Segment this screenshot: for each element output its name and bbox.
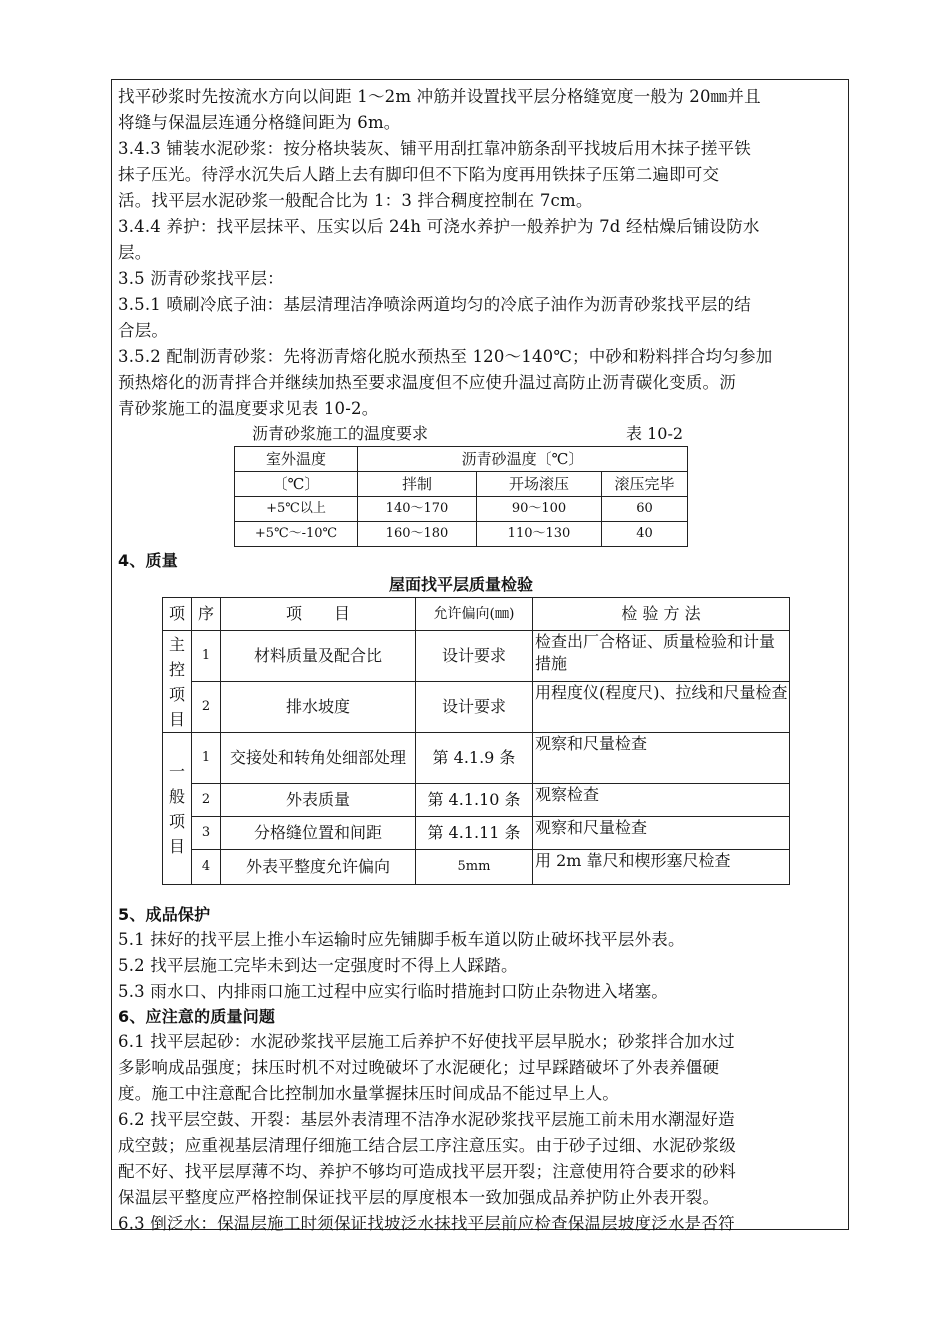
quality-table	[162, 597, 790, 885]
row-item: 材料质量及配合比	[221, 631, 416, 682]
row-deviation: 第 4.1.10 条	[416, 784, 533, 817]
text-line: 度。施工中注意配合比控制加水量掌握抹压时间成品不能过早上人。	[118, 1084, 619, 1103]
text-line: 抹子压光。待浮水沉失后人踏上去有脚印但不下陷为度再用铁抹子压第二遍即可交	[118, 165, 720, 184]
table-row	[163, 850, 790, 885]
table-row	[163, 682, 790, 733]
row-item: 分格缝位置和间距	[221, 817, 416, 850]
cell: 160～180	[358, 522, 477, 547]
cell: 110～130	[477, 522, 602, 547]
group-main-control: 主控项目	[163, 631, 192, 733]
text-line: 层。	[118, 243, 152, 262]
subheader-start-rolling: 开场滚压	[477, 472, 602, 497]
text-line: 配不好、找平层厚薄不均、养护不够均可造成找平层开裂；注意使用符合要求的砂料	[118, 1162, 736, 1181]
cell: 60	[602, 497, 688, 522]
section-4-heading: 4、质量	[118, 551, 178, 570]
table-row	[163, 733, 790, 784]
row-item: 交接处和转角处细部处理	[221, 733, 416, 784]
section-5-heading: 5、成品保护	[118, 905, 211, 924]
row-method: 用程度仪(程度尺)、拉线和尺量检查	[533, 682, 790, 733]
row-no: 1	[192, 733, 221, 784]
temperature-table	[234, 446, 688, 547]
row-method: 检查出厂合格证、质量检验和计量措施	[533, 631, 790, 682]
cell: 140～170	[358, 497, 477, 522]
text-line: 6.1 找平层起砂：水泥砂浆找平层施工后养护不好使找平层早脱水；砂浆拌合加水过	[118, 1032, 735, 1051]
group-asphalt-temp: 沥青砂温度〔℃〕	[358, 447, 688, 472]
header-item: 项 目	[221, 598, 416, 631]
text-line: 青砂浆施工的温度要求见表 10-2。	[118, 399, 379, 418]
text-line: 3.5.1 喷刷冷底子油：基层清理洁净喷涂两道均匀的冷底子油作为沥青砂浆找平层的结	[118, 295, 751, 314]
text-line: 成空鼓；应重视基层清理仔细施工结合层工序注意压实。由于砂子过细、水泥砂浆级	[118, 1136, 736, 1155]
table-row	[235, 522, 688, 547]
row-item: 外表质量	[221, 784, 416, 817]
text-line: 3.4.3 铺装水泥砂浆：按分格块装灰、铺平用刮扛靠冲筋条刮平找坡后用木抹子搓平铁	[118, 139, 751, 158]
row-label: +5℃～-10℃	[235, 522, 358, 547]
text-line: 3.5 沥青砂浆找平层：	[118, 269, 284, 288]
intro-section	[118, 84, 844, 422]
cell: 40	[602, 522, 688, 547]
cell: 90～100	[477, 497, 602, 522]
col-outdoor-temp-unit: 〔℃〕	[235, 472, 358, 497]
table-row	[163, 817, 790, 850]
row-no: 2	[192, 784, 221, 817]
text-line: 保温层平整度应严格控制保证找平层的厚度根本一致加强成品养护防止外表开裂。	[118, 1188, 720, 1207]
row-deviation: 第 4.1.9 条	[416, 733, 533, 784]
section-6-heading: 6、应注意的质量问题	[118, 1007, 276, 1026]
text-line: 将缝与保温层连通分格缝间距为 6m。	[118, 113, 401, 132]
text-line: 6.2 找平层空鼓、开裂：基层外表清理不洁净水泥砂浆找平层施工前未用水潮湿好造	[118, 1110, 735, 1129]
table1-caption	[118, 422, 844, 446]
text-line: 6.3 倒泛水：保温层施工时须保证找坡泛水抹找平层前应检查保温层坡度泛水是否符	[118, 1214, 735, 1233]
table1-number: 表 10-2	[626, 424, 684, 443]
row-no: 1	[192, 631, 221, 682]
table-row	[235, 497, 688, 522]
row-item: 排水坡度	[221, 682, 416, 733]
table1-title: 沥青砂浆施工的温度要求	[252, 424, 429, 443]
header-seq: 序	[192, 598, 221, 631]
text-line: 活。找平层水泥砂浆一般配合比为 1：3 拌合稠度控制在 7cm。	[118, 191, 593, 210]
quality-table-title: 屋面找平层质量检验	[388, 575, 533, 594]
list-item: 5.1 抹好的找平层上推小车运输时应先铺脚手板车道以防止破坏找平层外表。	[118, 930, 685, 949]
row-deviation: 设计要求	[416, 682, 533, 733]
group-general: 一般项目	[163, 733, 192, 885]
header-deviation: 允许偏向(㎜)	[416, 598, 533, 631]
header-method: 检 验 方 法	[533, 598, 790, 631]
row-no: 2	[192, 682, 221, 733]
subheader-end-rolling: 滚压完毕	[602, 472, 688, 497]
row-label: +5℃以上	[235, 497, 358, 522]
text-line: 3.4.4 养护：找平层抹平、压实以后 24h 可浇水养护一般养护为 7d 经枯燥后铺设防水	[118, 217, 760, 236]
spacer	[118, 885, 844, 903]
row-no: 3	[192, 817, 221, 850]
table-row	[163, 784, 790, 817]
list-item: 5.3 雨水口、内排雨口施工过程中应实行临时措施封口防止杂物进入堵塞。	[118, 982, 668, 1001]
col-outdoor-temp: 室外温度	[235, 447, 358, 472]
row-no: 4	[192, 850, 221, 885]
text-line: 3.5.2 配制沥青砂浆：先将沥青熔化脱水预热至 120～140℃；中砂和粉料拌合均匀参加	[118, 347, 773, 366]
subheader-mixing: 拌制	[358, 472, 477, 497]
row-deviation: 5mm	[416, 850, 533, 885]
row-method: 用 2m 靠尺和楔形塞尺检查	[533, 850, 790, 885]
header-category: 项	[163, 598, 192, 631]
row-method: 观察和尺量检查	[533, 733, 790, 784]
list-item: 5.2 找平层施工完毕未到达一定强度时不得上人踩踏。	[118, 956, 518, 975]
row-item: 外表平整度允许偏向	[221, 850, 416, 885]
row-deviation: 第 4.1.11 条	[416, 817, 533, 850]
text-line: 合层。	[118, 321, 169, 340]
text-line: 预热熔化的沥青拌合并继续加热至要求温度但不应使升温过高防止沥青碳化变质。沥	[118, 373, 736, 392]
row-deviation: 设计要求	[416, 631, 533, 682]
row-method: 观察检查	[533, 784, 790, 817]
document-body	[118, 84, 844, 1237]
table-row	[163, 631, 790, 682]
text-line: 多影响成品强度；抹压时机不对过晚破坏了水泥硬化；过早踩踏破坏了外表养僵硬	[118, 1058, 720, 1077]
text-line: 找平砂浆时先按流水方向以间距 1～2m 冲筋并设置找平层分格缝宽度一般为 20㎜并且	[118, 87, 761, 106]
row-method: 观察和尺量检查	[533, 817, 790, 850]
